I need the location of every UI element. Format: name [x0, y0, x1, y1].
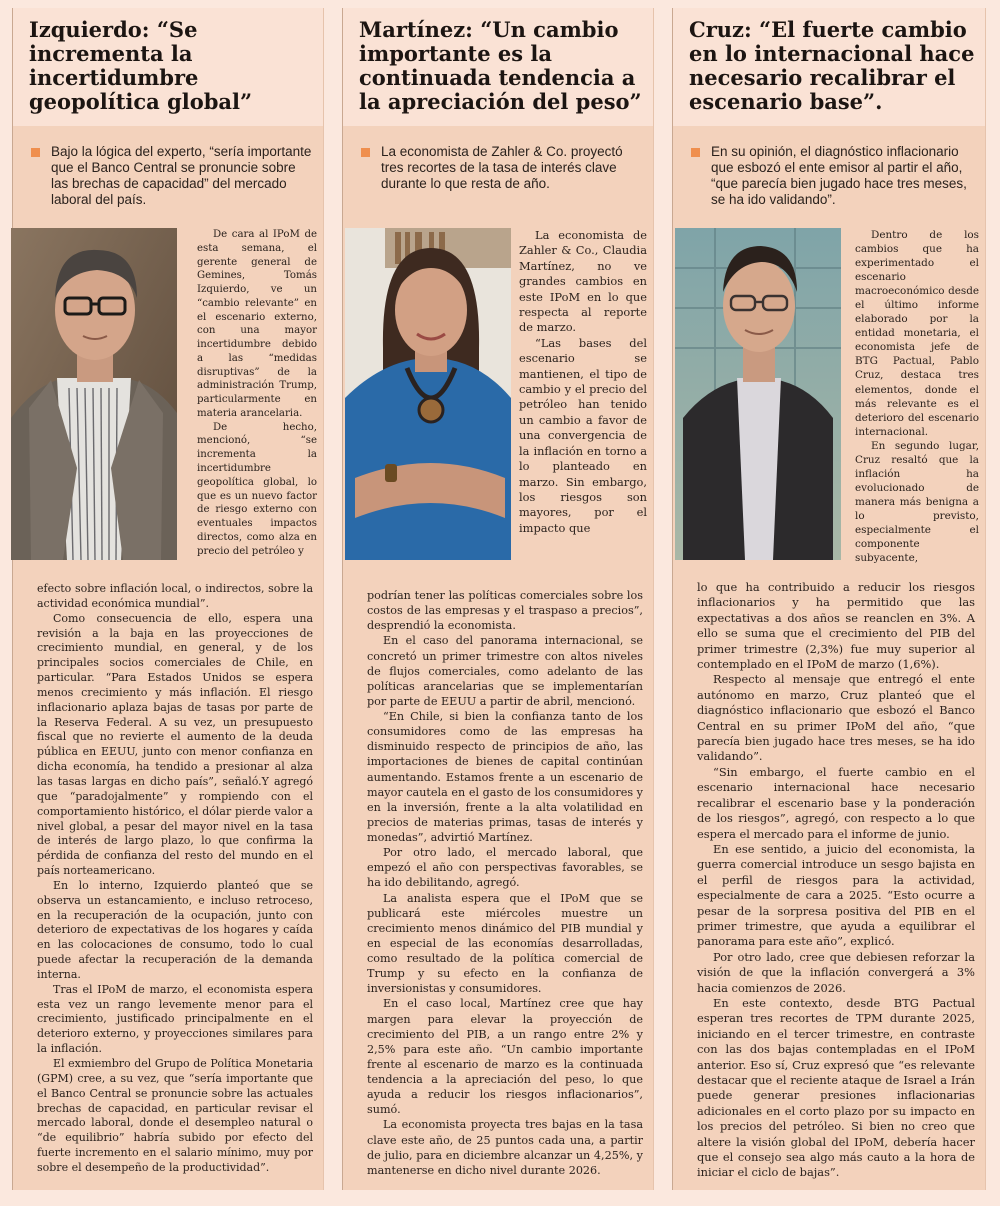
intro-text — [855, 228, 979, 565]
body-text — [37, 582, 313, 1176]
paragraph: De cara al IPoM de esta semana, el gerente general de Gemines, Tomás Izquierdo, ve un “cambio relevante” en el escenario externo, con una mayor incertidumbre debido a las “medidas disruptivas” de la administración Trump, particularmente en materia arancelaria. — [197, 229, 317, 419]
headline: Cruz: “El fuerte cambio en lo internacional hace necesario recalibrar el escenario base”. — [673, 8, 985, 126]
paragraph: “Sin embargo, el fuerte cambio en el escenario internacional hace necesario recalibrar el escenario base y la ponderación de los riesgos”, agregó, con respecto a lo que espera el mercado para el informe de junio. — [697, 764, 975, 841]
bullet-square-icon — [691, 148, 700, 157]
paragraph: En ese sentido, a juicio del economista, la guerra comercial introduce un sesgo bajista en el perfil de riesgos para la actividad, especialmente de cara a 2025. “Esto ocurre a pesar de la sorpresa positiva del PIB en el primer trimestre, que ayuda a equilibrar el panorama para este año”, explicó. — [697, 841, 975, 949]
paragraph: “Las bases del escenario se mantienen, el tipo de cambio y el precio del petróleo han tenido un cambio a favor de una convergencia de la inflación en torno a lo planteado en marzo. Sin embargo, los riesgos son mayores, por el impacto que — [519, 335, 647, 535]
paragraph: efecto sobre inflación local, o indirectos, sobre la actividad económica mundial”. — [37, 582, 313, 610]
portrait-martinez — [345, 228, 511, 560]
bullet-square-icon — [31, 148, 40, 157]
paragraph: podrían tener las políticas comerciales sobre los costos de las empresas y el traspaso a precios”, desprendió la economista. — [367, 589, 643, 633]
paragraph: Por otro lado, el mercado laboral, que empezó el año con perspectivas favorables, se ha ido debilitando, agregó. — [367, 846, 643, 890]
intro-text — [197, 228, 317, 558]
lede — [359, 144, 645, 192]
portrait-cruz — [675, 228, 841, 560]
paragraph: En el caso del panorama internacional, se concretó un primer trimestre con altos niveles de flujos comerciales, como adelanto de las políticas arancelarias que se implementarían por parte de EEUU a partir de abril, mencionó. — [367, 634, 643, 708]
paragraph: El exmiembro del Grupo de Política Monetaria (GPM) cree, a su vez, que “sería importante que el Banco Central se pronuncie sobre las actuales brechas de capacidad, en particular revisar el mercado laboral, donde el desempleo natural o “de equilibrio” habría subido por efecto del fuerte incremento en el salario mínimo, muy por sobre el desempeño de la productividad”. — [37, 1057, 313, 1174]
paragraph: Respecto al mensaje que entregó el ente autónomo en marzo, Cruz planteó que el diagnóstico inflacionario que esbozó el Banco Central en su primer IPoM del año, “que parecía bien jugado hace tres meses, se ha ido validando”. — [697, 672, 975, 764]
paragraph: En segundo lugar, Cruz resaltó que la inflación ha evolucionado de manera más benigna a lo previsto, especialmente el componente subyacente, — [855, 439, 979, 565]
paragraph: lo que ha contribuido a reducir los riesgos inflacionarios y ha permitido que las expectativas a dos años se reanclen en 3%. A ello se suma que el crecimiento del PIB del primer trimestre (2,3%) fue muy superior al contemplado en el IPoM de marzo (1,6%). — [697, 580, 975, 672]
portrait-photo — [345, 228, 511, 560]
paragraph: De hecho, mencionó, “se incrementa la incertidumbre geopolítica global, lo que es un nuevo factor de riesgo externo con eventuales impactos directos, como alza en precio del petróleo y — [197, 421, 317, 557]
intro-text — [519, 228, 647, 536]
paragraph: En lo interno, Izquierdo planteó que se observa un estancamiento, e incluso retroceso, en la recuperación de la ocupación, junto con deterioro de expectativas de los hogares y caída en las colocaciones de consumo, todo lo cual puede afectar la recuperación de la demanda interna. — [37, 878, 313, 981]
portrait-photo — [11, 228, 177, 560]
body-text — [697, 580, 975, 1181]
paragraph: Tras el IPoM de marzo, el economista espera esta vez un rango levemente menor para el crecimiento, justificado principalmente en el deterioro externo, y proyecciones similares para la inflación. — [37, 982, 313, 1056]
paragraph: Como consecuencia de ello, espera una revisión a la baja en las proyecciones de crecimiento mundial, en general, y de los principales socios comerciales de Chile, en particular. “Para Estados Unidos se espera menos crecimiento y más inflación. El riesgo inflacionario aplaza bajas de tasas por parte de la Reserva Federal. A su vez, un presupuesto fiscal que no revierte el aumento de la deuda pública en EEUU, junto con menor confianza en dicha economía, ha tendido a presionar al alza las tasas largas en dicho país”, señaló.Y agregó que “paradojalmente” y rompiendo con el comportamiento histórico, el dólar pierde valor a nivel global, a pesar del mayor nivel en la tasa de interés de largo plazo, lo que confirma la pérdida de confianza del resto del mundo en el país norteamericano. — [37, 611, 313, 878]
lede-text: En su opinión, el diagnóstico inflacionario que esbozó el ente emisor al partir el año, “que parecía bien jugado hace tres meses, se ha ido validando”. — [711, 144, 967, 207]
paragraph: “En Chile, si bien la confianza tanto de los consumidores como de las empresas ha disminuido respecto de principios de año, las importaciones de bienes de capital continúan aumentando. Estamos frente a un escenario de mayor cautela en el gasto de los consumidores y en la inversión, frente a la alta volatilidad en precios de materias primas, tasas de interés y monedas”, advirtió Martínez. — [367, 710, 643, 844]
paragraph: En el caso local, Martínez cree que hay margen para elevar la proyección de crecimiento del PIB, a un rango entre 2% y 2,5% para este año. “Un cambio importante frente al escenario de marzo es la continuada tendencia a la apreciación del peso, lo que ayuda a reducir los riesgos inflacionarios”, sumó. — [367, 997, 643, 1117]
body-text — [367, 588, 643, 1178]
headline: Izquierdo: “Se incrementa la incertidumbre geopolítica global” — [13, 8, 323, 126]
paragraph: En este contexto, desde BTG Pactual esperan tres recortes de TPM durante 2025, iniciando en el tercer trimestre, en contraste con las dos bajas contempladas en el IPoM anterior. Eso sí, Cruz expresó que “es relevante destacar que el reciente ataque de Israel a Irán puede generar presiones inflacionarias adicionales en el corto plazo por su impacto en los precios del petróleo. Si bien no creo que altere la visión global del IPoM, debería hacer que el consejo sea algo más cauto a la hora de iniciar el ciclo de bajas”. — [697, 995, 975, 1180]
article-cruz — [672, 8, 986, 1190]
bullet-square-icon — [361, 148, 370, 157]
paragraph: La economista proyecta tres bajas en la tasa clave este año, de 25 puntos cada una, a partir de julio, para en diciembre alcanzar un 4,25%, y mantenerse en dicho nivel durante 2026. — [367, 1118, 643, 1177]
headline: Martínez: “Un cambio importante es la continuada tendencia a la apreciación del peso” — [343, 8, 653, 126]
paragraph: La economista de Zahler & Co., Claudia Martínez, no ve grandes cambios en este IPoM en lo que respecta al reporte de marzo. — [519, 228, 647, 335]
article-izquierdo — [12, 8, 324, 1190]
lede-text: Bajo la lógica del experto, “sería importante que el Banco Central se pronuncie sobre las brechas de capacidad” del mercado laboral del país. — [51, 144, 312, 207]
paragraph: Por otro lado, cree que debiesen reforzar la visión de que la inflación convergerá a 3% hacia comienzos de 2026. — [697, 949, 975, 995]
portrait-izquierdo — [11, 228, 177, 560]
portrait-photo — [675, 228, 841, 560]
paragraph: Dentro de los cambios que ha experimentado el escenario macroeconómico desde el último informe elaborado por la entidad monetaria, el economista jefe de BTG Pactual, Pablo Cruz, destaca tres elementos, donde el más relevante es el deterioro del escenario internacional. — [855, 229, 979, 438]
lede — [29, 144, 315, 208]
article-martinez — [342, 8, 654, 1190]
paragraph: La analista espera que el IPoM que se publicará este miércoles muestre un crecimiento menos dinámico del PIB mundial y en especial de las economías desarrolladas, como resultado de la política comercial de Trump y su efecto en la confianza de inversionistas y consumidores. — [367, 891, 643, 996]
lede — [689, 144, 977, 208]
lede-text: La economista de Zahler & Co. proyectó tres recortes de la tasa de interés clave durante lo que resta de año. — [381, 144, 623, 191]
